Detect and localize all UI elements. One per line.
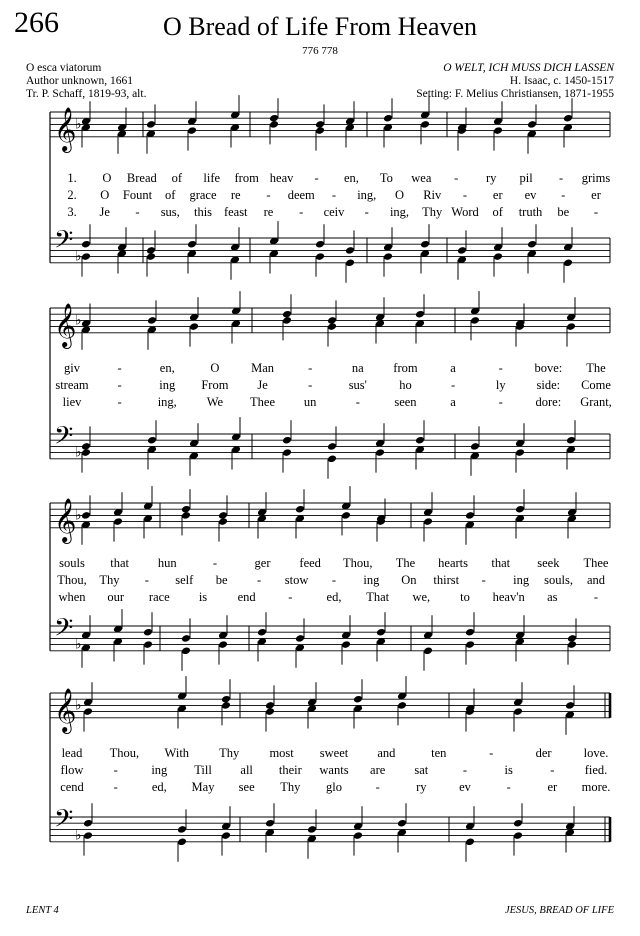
lyric-syllable: Thy [280,780,301,794]
latin-title: O esca viatorum [26,62,102,74]
hymn-number: 266 [14,6,59,39]
lyric-syllable: sus' [348,378,367,392]
lyric-syllable: from [234,171,259,185]
lyric-syllable: O [210,361,220,375]
lyric-syllable: life [203,171,221,185]
lyric-syllable: Thy [422,205,443,219]
lyric-syllable: na [351,361,364,375]
lyric-syllable: To [379,171,393,185]
author-credit: Author unknown, 1661 [26,75,134,87]
flat-key-signature-icon: ♭ [75,828,82,844]
lyric-syllable: most [269,746,294,760]
lyric-syllable: en, [159,361,175,375]
lyric-syllable: of [165,188,176,202]
lyric-syllable: The [586,361,606,375]
lyric-syllable: re [230,188,241,202]
lyric-syllable: sat [414,763,429,777]
lyric-syllable: ev [524,188,537,202]
lyric-syllable: our [107,590,125,604]
lyric-syllable: a [450,395,456,409]
lyric-syllable: Thou, [57,573,87,587]
lyric-syllable: - [593,590,599,604]
lyric-syllable: re [263,205,274,219]
lyric-syllable: - [375,780,380,794]
lyric-syllable: ev [459,780,471,794]
lyric-syllable: their [278,763,302,777]
lyric-syllable: - [506,780,511,794]
lyric-syllable: - [135,205,140,219]
lyric-syllable: a [450,361,456,375]
lyric-syllable: flow [60,763,84,777]
lyric-syllable: - [454,171,459,185]
meter-label: 776 778 [302,45,338,57]
lyric-syllable: glo [326,780,342,794]
lyric-syllable: side: [536,378,561,392]
lyric-syllable: - [117,378,122,392]
lyric-syllable: en, [343,171,359,185]
lyric-syllable: sweet [319,746,349,760]
lyric-syllable: Till [194,763,212,777]
lyric-syllable: ger [254,556,271,570]
lyric-syllable: - [481,573,486,587]
lyric-syllable: Thee [583,556,609,570]
bass-clef-icon: 𝄢 [54,225,74,261]
lyric-syllable: Thou, [343,556,373,570]
lyric-syllable: - [561,188,566,202]
lyric-syllable: sus, [160,205,180,219]
lyric-syllable: and [377,746,396,760]
lyric-syllable: hearts [438,556,469,570]
lyric-syllable: see [238,780,255,794]
lyric-syllable: of [171,171,183,185]
lyric-syllable: ed, [151,780,167,794]
lyric-syllable: 1. [67,171,77,185]
lyric-syllable: ing, [357,188,377,202]
lyric-syllable: more. [581,780,611,794]
lyric-syllable: self [175,573,194,587]
lyric-syllable: ing [513,573,530,587]
lyric-syllable: this [193,205,213,219]
lyric-syllable: Come [581,378,611,392]
lyric-syllable: - [212,556,217,570]
lyric-syllable: wants [319,763,349,777]
lyric-syllable: love. [583,746,609,760]
lyric-syllable: - [113,763,118,777]
lyric-syllable: We [206,395,224,409]
lyric-syllable: Thy [99,573,120,587]
bass-clef-icon: 𝄢 [54,613,74,649]
lyric-syllable: - [266,188,271,202]
lyric-syllable: - [331,188,337,202]
footer-left: LENT 4 [26,905,59,916]
flat-key-signature-icon: ♭ [75,313,82,329]
flat-key-signature-icon: ♭ [75,445,82,461]
lyric-syllable: be [215,573,228,587]
lyric-syllable: ry [485,171,497,185]
lyric-syllable: souls [59,556,85,570]
lyric-syllable: - [314,171,319,185]
lyric-syllable: - [288,590,293,604]
lyric-syllable: cend [60,780,84,794]
lyric-syllable: Je [257,378,268,392]
lyric-syllable: be [557,205,570,219]
lyric-syllable: O [394,188,405,202]
lyric-syllable: souls, [544,573,573,587]
verse-lines [57,556,609,604]
tune-name: O WELT, ICH MUSS DICH LASSEN [443,62,614,74]
lyric-syllable: and [586,573,606,587]
lyric-syllable: - [462,763,468,777]
verse-lines [67,171,610,219]
lyric-syllable: all [240,763,253,777]
lyric-syllable: stow [284,573,309,587]
composer-credit: H. Isaac, c. 1450-1517 [509,75,614,87]
lyric-syllable: fied. [584,763,608,777]
lyric-syllable: grace [189,188,217,202]
hymn-title: O Bread of Life From Heaven [162,12,478,41]
lyric-syllable: Grant, [580,395,612,409]
lyric-syllable: ceiv [323,205,345,219]
lyric-syllable: - [558,171,564,185]
lyric-syllable: from [393,361,418,375]
lyric-syllable: when [58,590,86,604]
lyric-syllable: - [299,205,304,219]
lyric-syllable: der [535,746,552,760]
lyric-syllable: truth [518,205,543,219]
lyric-syllable: O [100,188,110,202]
lyric-syllable: - [498,395,503,409]
footer-right: JESUS, BREAD OF LIFE [504,905,614,916]
lyric-syllable: bove: [534,361,563,375]
lyric-syllable: pil [519,171,533,185]
lyric-syllable: - [498,361,503,375]
lyric-syllable: ing [151,763,168,777]
lyric-syllable: race [148,590,170,604]
lyric-syllable: seen [394,395,417,409]
lyric-syllable: ho [399,378,412,392]
translator-credit: Tr. P. Schaff, 1819-93, alt. [26,88,147,100]
lyric-syllable: lead [61,746,83,760]
lyric-syllable: ry [416,780,427,794]
treble-clef-icon: 𝄞 [54,497,77,542]
lyric-syllable: ed, [326,590,342,604]
treble-clef-icon: 𝄞 [54,302,77,347]
lyric-syllable: - [144,573,149,587]
lyric-syllable: er [547,780,558,794]
treble-clef-icon: 𝄞 [54,687,77,732]
lyric-syllable: That [366,590,390,604]
flat-key-signature-icon: ♭ [75,249,82,265]
lyric-syllable: thirst [433,573,460,587]
lyric-syllable: 2. [67,188,77,202]
lyric-syllable: er [591,188,601,202]
lyric-syllable: - [308,361,313,375]
lyric-syllable: Thy [219,746,240,760]
lyric-syllable: that [110,556,130,570]
lyric-syllable: feast [223,205,248,219]
lyric-syllable: that [491,556,511,570]
bass-clef-icon: 𝄢 [54,421,74,457]
lyric-syllable: - [364,205,369,219]
lyric-syllable: The [395,556,416,570]
lyric-syllable: - [331,573,337,587]
lyric-syllable: of [492,205,503,219]
lyric-syllable: Thou, [109,746,140,760]
lyric-syllable: Je [99,205,110,219]
lyric-syllable: ing, [157,395,177,409]
bass-clef-icon: 𝄢 [54,804,74,840]
lyric-syllable: - [117,361,122,375]
lyric-syllable: - [308,378,313,392]
lyric-syllable: Fount [122,188,153,202]
verse-lines [55,361,611,409]
lyric-syllable: is [198,590,208,604]
lyric-syllable: - [489,746,494,760]
lyric-syllable: grims [581,171,611,185]
lyric-syllable: O [102,171,112,185]
lyric-syllable: Thee [250,395,276,409]
lyric-syllable: From [201,378,229,392]
flat-key-signature-icon: ♭ [75,698,82,714]
verse-lines [60,746,610,794]
lyric-syllable: On [401,573,417,587]
lyric-syllable: 3. [67,205,77,219]
lyric-syllable: ing [159,378,176,392]
lyric-syllable: liev [62,395,82,409]
lyric-syllable: With [164,746,190,760]
lyric-syllable: giv [64,361,80,375]
lyric-syllable: ten [431,746,447,760]
flat-key-signature-icon: ♭ [75,508,82,524]
lyric-syllable: are [370,763,386,777]
lyric-syllable: ing, [389,205,410,219]
lyric-syllable: we, [412,590,431,604]
lyric-syllable: feed [299,556,321,570]
treble-clef-icon: 𝄞 [54,106,77,151]
setting-credit: Setting: F. Melius Christiansen, 1871-1955 [416,88,614,100]
lyric-syllable: un [303,395,317,409]
lyric-syllable: Word [451,205,479,219]
lyric-syllable: to [460,590,470,604]
lyric-syllable: heav [269,171,294,185]
lyric-syllable: Riv [423,188,442,202]
lyric-syllable: - [117,395,122,409]
lyric-syllable: - [451,378,456,392]
lyric-syllable: - [550,763,555,777]
lyric-syllable: ly [495,378,506,392]
lyric-syllable: - [113,780,118,794]
lyric-syllable: seek [537,556,560,570]
lyric-syllable: heav'n [492,590,525,604]
lyric-syllable: - [462,188,468,202]
flat-key-signature-icon: ♭ [75,637,82,653]
lyric-syllable: Bread [126,171,157,185]
lyric-syllable: is [504,763,513,777]
lyric-syllable: hun [157,556,177,570]
lyric-syllable: er [492,188,503,202]
lyric-syllable: - [355,395,360,409]
lyric-syllable: May [191,780,215,794]
lyric-syllable: as [547,590,558,604]
lyric-syllable: wea [411,171,432,185]
lyric-syllable: Man [251,361,275,375]
lyric-syllable: dore: [535,395,562,409]
lyric-syllable: - [593,205,599,219]
lyric-syllable: - [257,573,262,587]
lyric-syllable: deem [287,188,315,202]
lyric-syllable: ing [363,573,380,587]
lyric-syllable: stream [55,378,89,392]
lyric-syllable: end [237,590,256,604]
flat-key-signature-icon: ♭ [75,117,82,133]
